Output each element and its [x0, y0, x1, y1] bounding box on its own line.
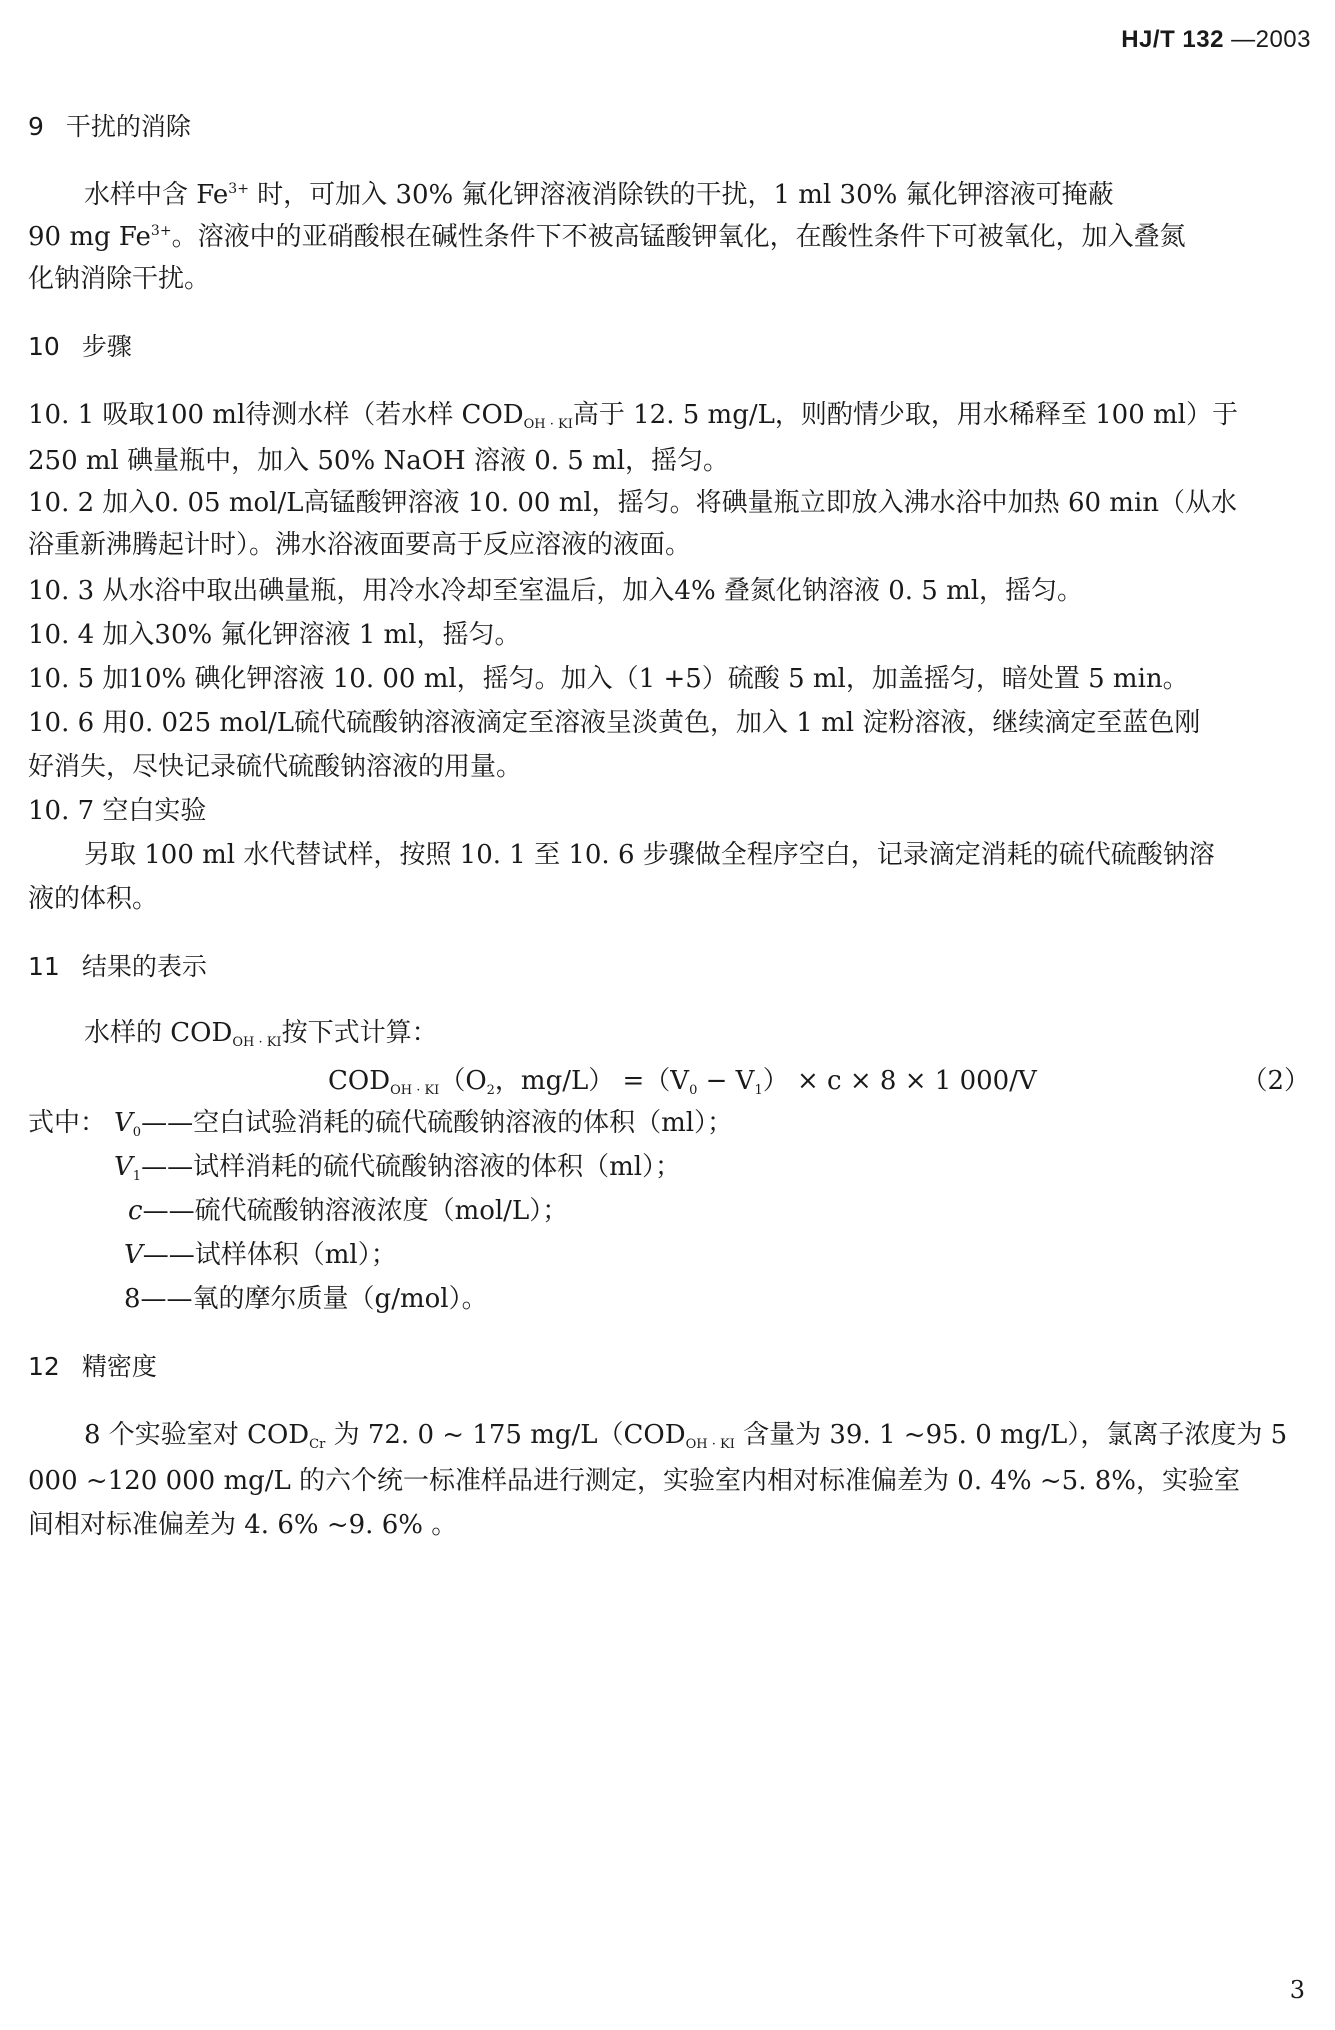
text-run: 按下式计算： [281, 1018, 438, 1048]
symbol: 8 [124, 1284, 141, 1314]
symbol: V [114, 1108, 133, 1138]
step-10-6-line-2: 好消失，尽快记录硫代硫酸钠溶液的用量。 [28, 752, 523, 782]
standard-year: —2003 [1231, 26, 1311, 53]
section-12-heading [28, 1350, 157, 1384]
text-run: 水样中含 Fe [84, 180, 229, 210]
subscript: OH · KI [685, 1437, 735, 1452]
section-title: 精密度 [81, 1352, 157, 1381]
section-9-para-line-1 [28, 178, 1114, 212]
standard-code: HJ/T 132 [1121, 26, 1224, 53]
step-10-7-title: 10. 7 空白实验 [28, 796, 207, 826]
section-11-heading [28, 950, 207, 984]
section-12-para-line-3: 间相对标准偏差为 4. 6% ~9. 6% 。 [28, 1510, 458, 1540]
section-number: 12 [28, 1352, 60, 1381]
text-run: 90 mg Fe [28, 222, 151, 252]
where-item-c [128, 1194, 568, 1228]
subscript: 0 [689, 1083, 698, 1098]
superscript: 3+ [228, 181, 249, 197]
section-12-para-line-2: 000 ~120 000 mg/L 的六个统一标准样品进行测定，实验室内相对标准偏差为 0. 4% ~5. 8%，实验室 [28, 1466, 1240, 1496]
subscript: 0 [132, 1125, 142, 1140]
symbol: V [124, 1240, 143, 1270]
section-title: 结果的表示 [81, 952, 207, 981]
subscript: Cr [309, 1437, 326, 1452]
section-title: 步骤 [81, 332, 132, 361]
definition: ——试样体积（ml）； [142, 1240, 397, 1270]
text-run: 8 个实验室对 COD [84, 1420, 310, 1450]
text-run: − V [697, 1066, 755, 1096]
text-run: 含量为 39. 1 ~95. 0 mg/L），氯离子浓度为 5 [734, 1420, 1288, 1450]
text-run: 10. 1 吸取100 ml待测水样（若水样 COD [28, 400, 524, 430]
text-run: 为 72. 0 ~ 175 mg/L（COD [325, 1420, 686, 1450]
subscript: 1 [132, 1169, 142, 1184]
subscript: OH · KI [232, 1035, 282, 1050]
definition: ——硫代硫酸钠溶液浓度（mol/L）； [142, 1196, 569, 1226]
subscript: OH · KI [390, 1083, 440, 1098]
section-10-heading [28, 330, 132, 364]
step-10-6-line-1: 10. 6 用0. 025 mol/L硫代硫酸钠溶液滴定至溶液呈淡黄色，加入 1 ml 淀粉溶液，继续滴定至蓝色刚 [28, 708, 1201, 738]
text-run: 高于 12. 5 mg/L，则酌情少取，用水稀释至 100 ml）于 [572, 400, 1238, 430]
formula-2 [328, 1064, 1310, 1098]
page-header-standard-code [1121, 26, 1311, 54]
subscript: 2 [486, 1083, 495, 1098]
section-9-heading [28, 110, 191, 144]
text-run: ，mg/L） =（V [494, 1066, 690, 1096]
subscript: 1 [754, 1083, 763, 1098]
section-number: 11 [28, 952, 60, 981]
section-9-para-line-2 [28, 220, 1186, 254]
text-run: 时，可加入 30% 氟化钾溶液消除铁的干扰，1 ml 30% 氟化钾溶液可掩蔽 [248, 180, 1114, 210]
section-number: 9 [28, 112, 44, 141]
definition: ——氧的摩尔质量（g/mol）。 [140, 1284, 488, 1314]
step-10-7-para-line-2: 液的体积。 [28, 884, 159, 914]
text-run: COD [328, 1066, 391, 1096]
superscript: 3+ [150, 223, 172, 239]
where-item-8 [124, 1282, 488, 1316]
section-title: 干扰的消除 [65, 112, 191, 141]
text-run: （O [439, 1066, 487, 1096]
definition: ——试样消耗的硫代硫酸钠溶液的体积（ml）； [141, 1152, 682, 1182]
section-12-para-line-1 [28, 1418, 1287, 1452]
equation-number: （2） [1241, 1066, 1310, 1096]
page-number: 3 [1289, 1976, 1305, 2004]
where-item-v0 [114, 1106, 733, 1140]
where-item-v [124, 1238, 397, 1272]
text-run: ） × c × 8 × 1 000/V [762, 1066, 1037, 1096]
step-10-1-line-2: 250 ml 碘量瓶中，加入 50% NaOH 溶液 0. 5 ml，摇匀。 [28, 446, 730, 476]
section-9-para-line-3: 化钠消除干扰。 [28, 264, 211, 294]
section-11-intro [28, 1016, 438, 1050]
where-label: 式中： [28, 1108, 107, 1138]
text-run: 水样的 COD [84, 1018, 233, 1048]
step-10-5: 10. 5 加10% 碘化钾溶液 10. 00 ml，摇匀。加入（1 +5）硫酸 5 ml，加盖摇匀，暗处置 5 min。 [28, 664, 1189, 694]
step-10-3: 10. 3 从水浴中取出碘量瓶，用冷水冷却至室温后，加入4% 叠氮化钠溶液 0. 5 ml，摇匀。 [28, 576, 1084, 606]
step-10-2-line-1: 10. 2 加入0. 05 mol/L高锰酸钾溶液 10. 00 ml，摇匀。将碘量瓶立即放入沸水浴中加热 60 min（从水 [28, 488, 1238, 518]
symbol: c [128, 1196, 143, 1226]
step-10-7-para-line-1: 另取 100 ml 水代替试样，按照 10. 1 至 10. 6 步骤做全程序空白，记录滴定消耗的硫代硫酸钠溶 [84, 840, 1215, 870]
subscript: OH · KI [523, 417, 573, 432]
section-number: 10 [28, 332, 60, 361]
step-10-4: 10. 4 加入30% 氟化钾溶液 1 ml，摇匀。 [28, 620, 521, 650]
symbol: V [114, 1152, 133, 1182]
text-run: 。溶液中的亚硝酸根在碱性条件下不被高锰酸钾氧化，在酸性条件下可被氧化，加入叠氮 [171, 222, 1186, 252]
where-item-v1 [114, 1150, 681, 1184]
step-10-1-line-1 [28, 398, 1238, 432]
step-10-2-line-2: 浴重新沸腾起计时）。沸水浴液面要高于反应溶液的液面。 [28, 530, 692, 560]
definition: ——空白试验消耗的硫代硫酸钠溶液的体积（ml）； [141, 1108, 734, 1138]
